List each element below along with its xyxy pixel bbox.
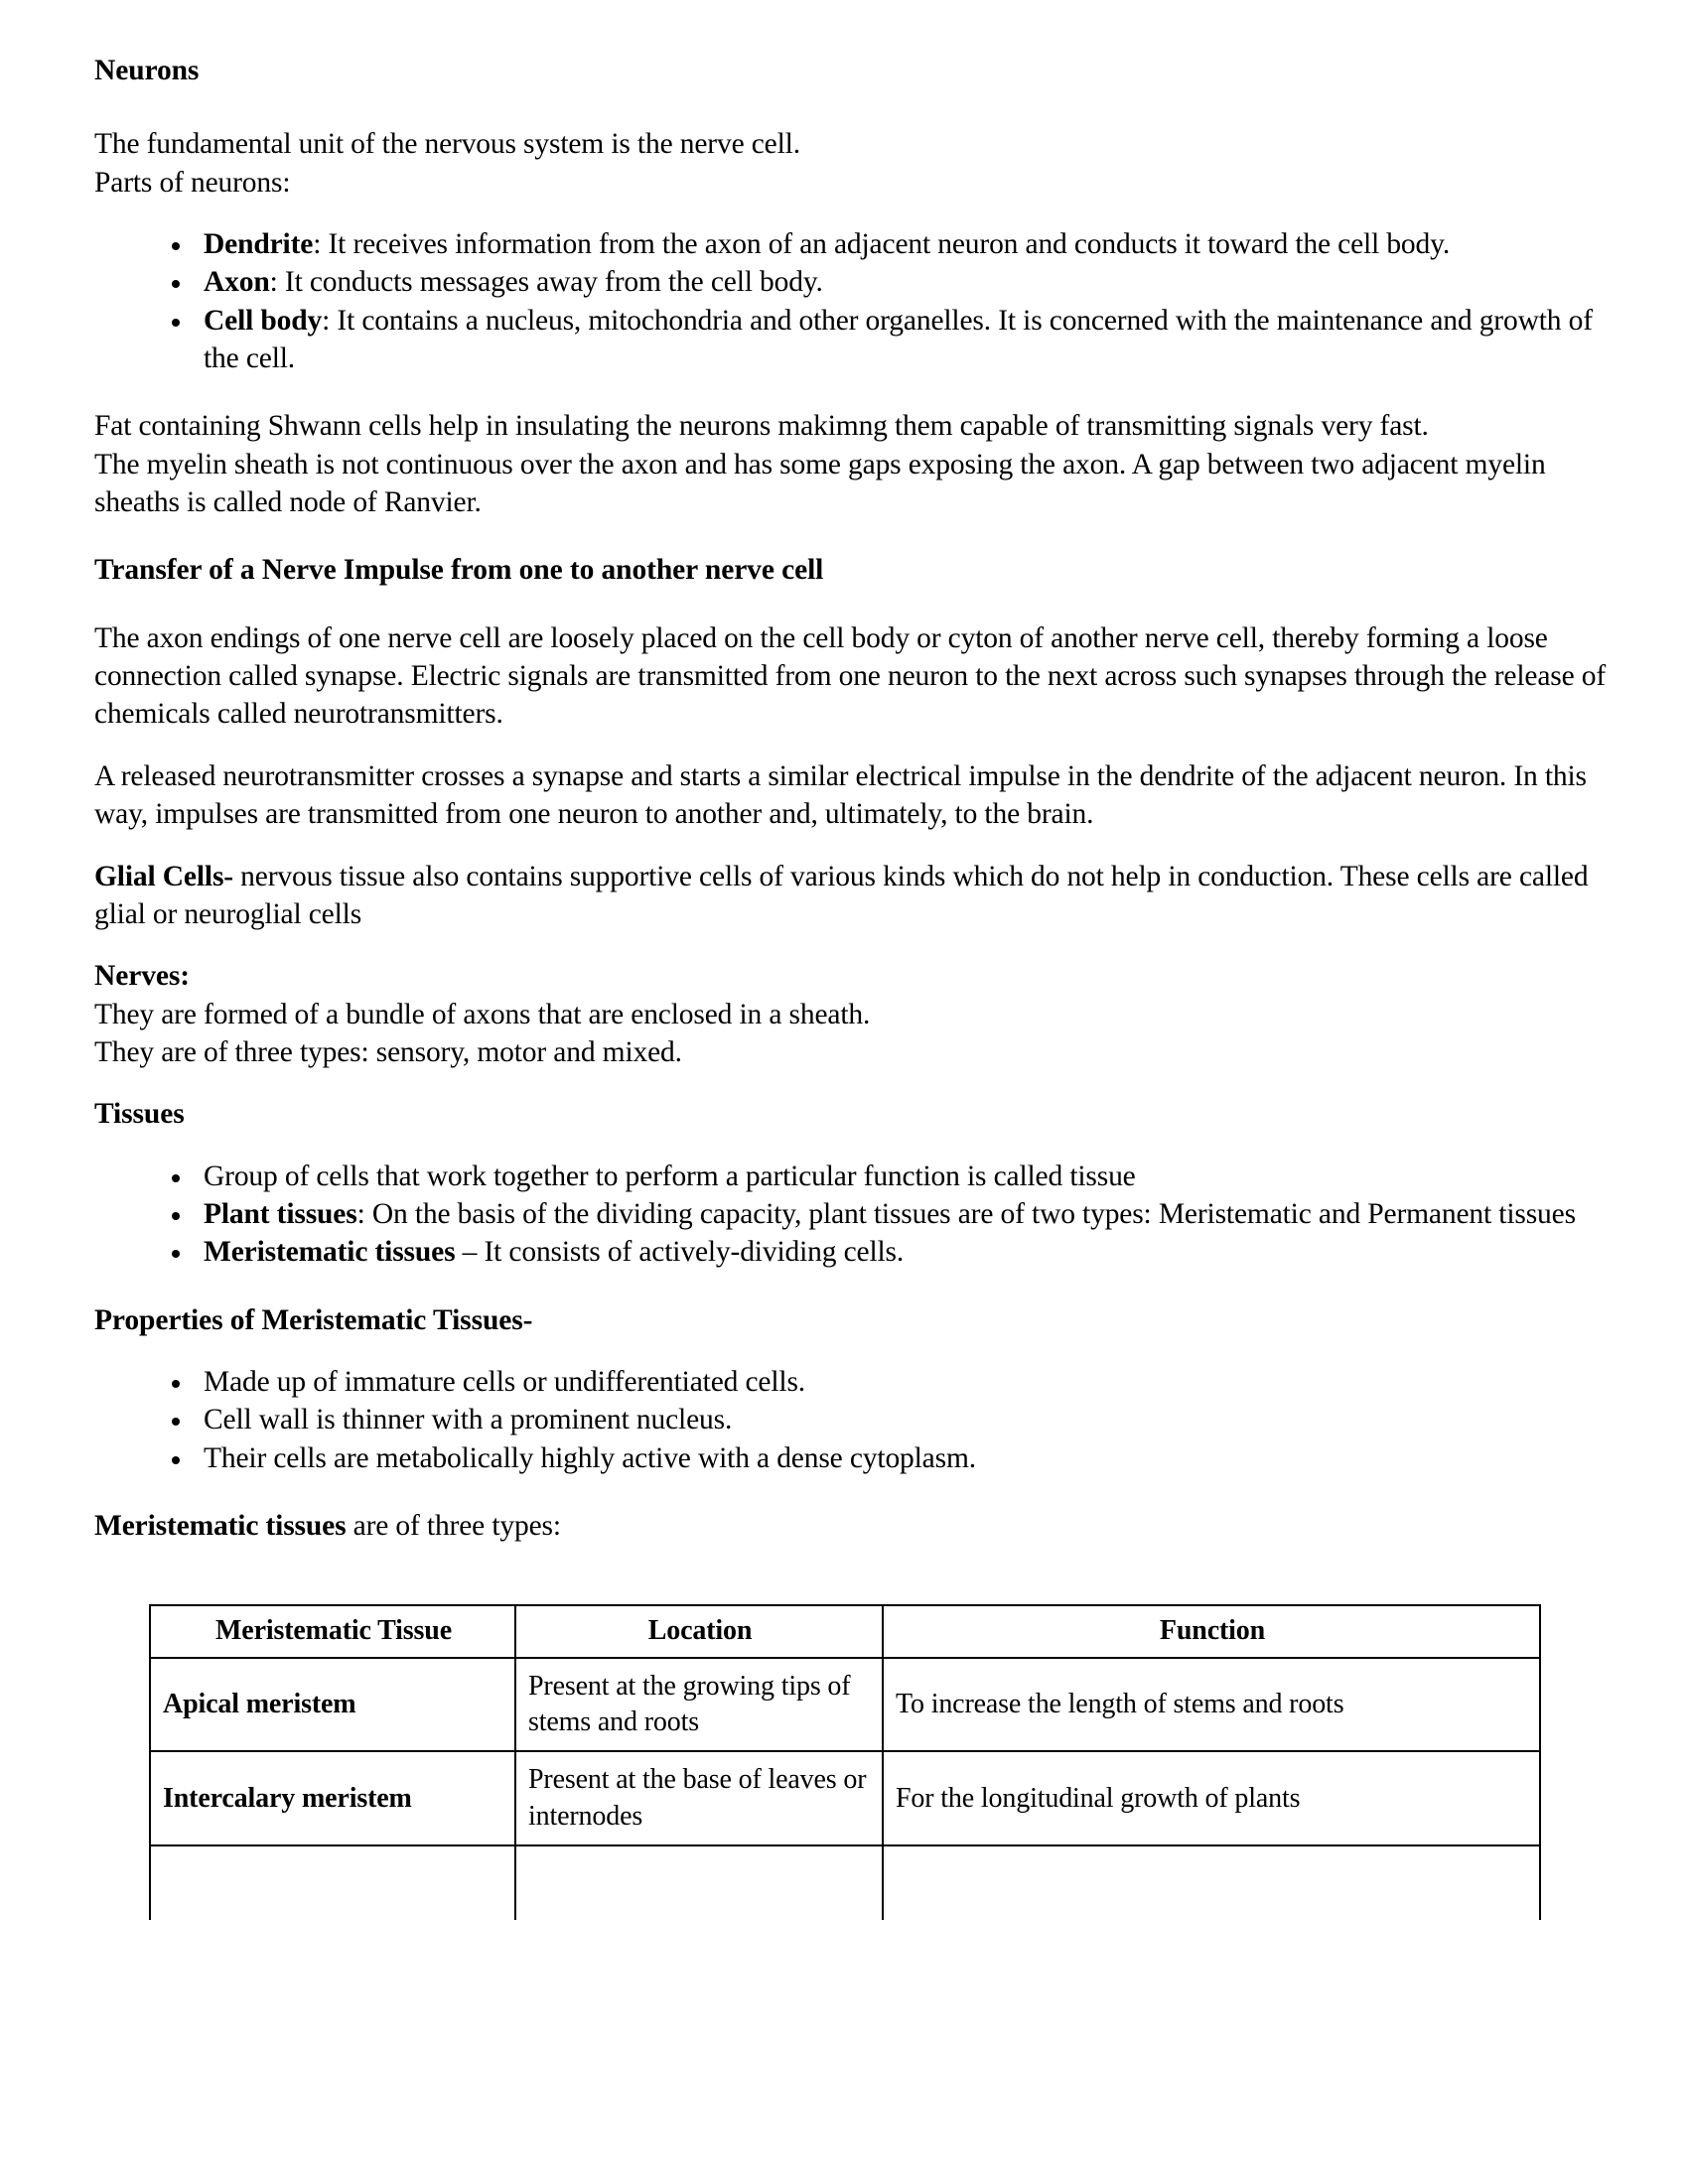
table-body xyxy=(150,1658,1540,1921)
column-header-function: Function xyxy=(883,1605,1540,1657)
term-desc: On the basis of the dividing capacity, plant tissues are of two types: Meristematic and Permanent tissues xyxy=(371,1197,1576,1230)
neurons-intro-line-1: The fundamental unit of the nervous system is the nerve cell. xyxy=(94,128,800,161)
list-item xyxy=(162,263,1628,301)
table-header xyxy=(150,1605,1540,1657)
glial-cells-text: nervous tissue also contains supportive cells of various kinds which do not help in conduction. These cells are called glial or neuroglial cells xyxy=(94,860,1589,930)
term-desc: It receives information from the axon of an adjacent neuron and conducts it toward the cell body. xyxy=(328,228,1451,261)
column-header-tissue: Meristematic Tissue xyxy=(150,1605,515,1657)
meristematic-table-wrapper xyxy=(149,1604,1539,1920)
nerve-impulse-paragraph-1: The axon endings of one nerve cell are loosely placed on the cell body or cyton of another nerve cell, thereby forming a loose connection called synapse. Electric signals are transmitted from one neuron to the next across such synapses through the release of chemicals called neurotransmitters. xyxy=(94,621,1607,731)
list-item xyxy=(162,225,1628,263)
cell-function: For the longitudinal growth of plants xyxy=(883,1751,1540,1845)
cell-tissue-name: Intercalary meristem xyxy=(150,1751,515,1845)
table-header-row xyxy=(150,1605,1540,1657)
term-desc: – It consists of actively-dividing cells. xyxy=(462,1236,905,1269)
nerves-line-2: They are of three types: sensory, motor and mixed. xyxy=(94,1035,682,1068)
list-item xyxy=(162,1233,1628,1271)
neurons-intro-line-2: Parts of neurons: xyxy=(94,166,291,199)
heading-neurons: Neurons xyxy=(94,55,200,86)
intro-bold-lead: Meristematic tissues xyxy=(94,1509,347,1542)
list-item: Cell wall is thinner with a prominent nucleus. xyxy=(162,1401,1628,1438)
heading-properties-meristematic: Properties of Meristematic Tissues- xyxy=(94,1303,533,1336)
term-desc: Group of cells that work together to perform a particular function is called tissue xyxy=(204,1160,1136,1192)
cell-function: To increase the length of stems and roots xyxy=(883,1658,1540,1752)
tissues-list xyxy=(94,1158,1628,1272)
list-item: Their cells are metabolically highly active with a dense cytoplasm. xyxy=(162,1439,1628,1477)
shwann-cells-paragraph: Fat containing Shwann cells help in insulating the neurons makimng them capable of transmitting signals very fast. xyxy=(94,410,1429,443)
table-row xyxy=(150,1658,1540,1752)
term-desc: It conducts messages away from the cell body. xyxy=(284,266,823,299)
intro-rest: are of three types: xyxy=(346,1509,561,1542)
nerve-impulse-paragraph-2: A released neurotransmitter crosses a synapse and starts a similar electrical impulse in the dendrite of the adjacent neuron. In this way, impulses are transmitted from one neuron to another and, ultimately, to the brain. xyxy=(94,759,1587,831)
term-cell-body: Cell body xyxy=(204,304,323,337)
cell-function xyxy=(883,1845,1540,1920)
meristematic-tissue-table xyxy=(149,1604,1541,1920)
term-sep: : xyxy=(356,1197,372,1230)
list-item: Made up of immature cells or undifferentiated cells. xyxy=(162,1363,1628,1401)
term-sep xyxy=(455,1236,462,1268)
table-row xyxy=(150,1845,1540,1920)
column-header-location: Location xyxy=(515,1605,883,1657)
term-meristematic-tissues: Meristematic tissues xyxy=(204,1236,456,1269)
document-body xyxy=(94,52,1628,1920)
heading-nerve-impulse-transfer: Transfer of a Nerve Impulse from one to another nerve cell xyxy=(94,554,824,587)
myelin-sheath-paragraph: The myelin sheath is not continuous over the axon and has some gaps exposing the axon. A gap between two adjacent myelin sheaths is called node of Ranvier. xyxy=(94,448,1546,519)
cell-tissue-name xyxy=(150,1845,515,1920)
cell-location xyxy=(515,1845,883,1920)
list-item xyxy=(162,302,1628,378)
glial-cells-paragraph xyxy=(94,858,1628,934)
term-glial-cells: Glial Cells- xyxy=(94,860,233,892)
nerves-line-1: They are formed of a bundle of axons that are enclosed in a sheath. xyxy=(94,998,871,1030)
term-sep: : xyxy=(313,228,329,261)
term-dendrite: Dendrite xyxy=(204,228,314,261)
list-item xyxy=(162,1195,1628,1233)
term-plant-tissues: Plant tissues xyxy=(204,1197,357,1230)
properties-list xyxy=(94,1363,1628,1477)
table-row xyxy=(150,1751,1540,1845)
cell-tissue-name: Apical meristem xyxy=(150,1658,515,1752)
heading-tissues: Tissues xyxy=(94,1098,185,1131)
neuron-parts-list xyxy=(94,225,1628,377)
heading-nerves: Nerves: xyxy=(94,960,190,993)
list-item xyxy=(162,1158,1628,1195)
meristematic-types-intro xyxy=(94,1507,1628,1545)
term-sep: : xyxy=(322,304,338,337)
term-sep: : xyxy=(269,266,285,299)
cell-location: Present at the base of leaves or internodes xyxy=(515,1751,883,1845)
cell-location: Present at the growing tips of stems and roots xyxy=(515,1658,883,1752)
term-axon: Axon xyxy=(204,266,270,299)
term-desc: It contains a nucleus, mitochondria and other organelles. It is concerned with the maintenance and growth of the cell. xyxy=(204,304,1593,375)
